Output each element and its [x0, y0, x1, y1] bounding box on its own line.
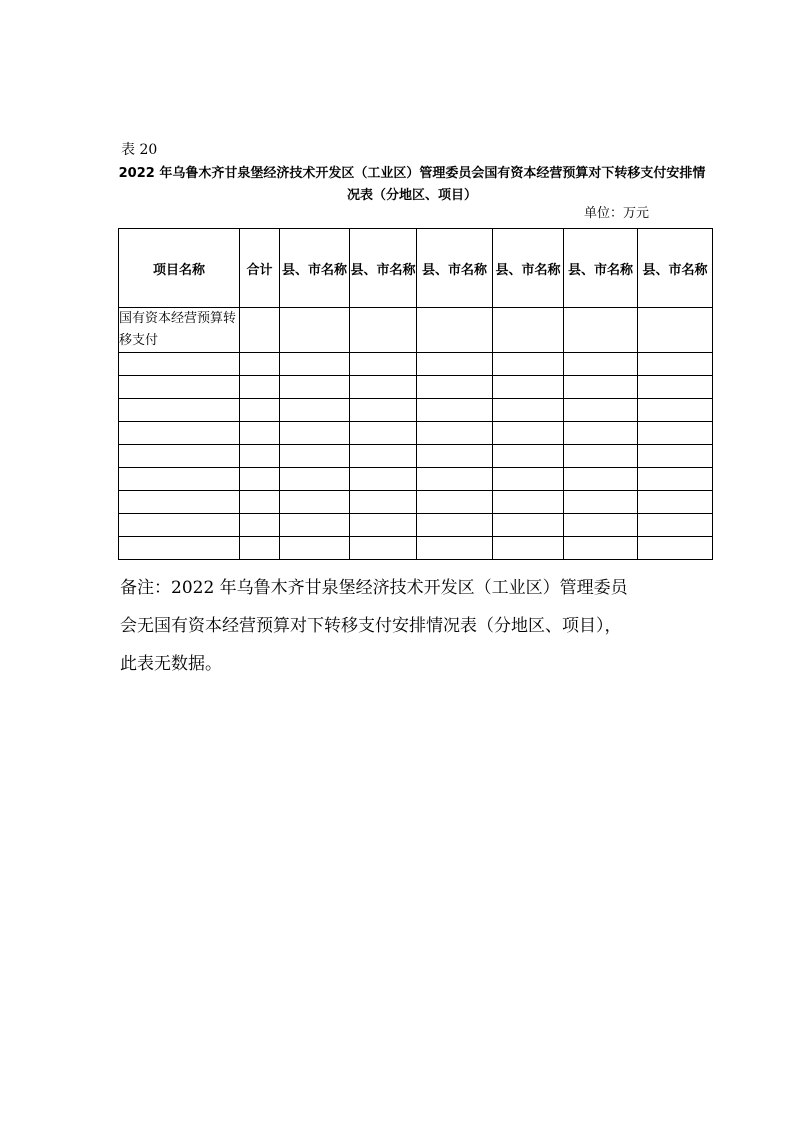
table-cell: [417, 491, 493, 514]
table-cell: [350, 399, 417, 422]
table-cell: [350, 376, 417, 399]
table-cell: [240, 491, 280, 514]
table-cell: [417, 468, 493, 491]
header-county-city-3: 县、市名称: [417, 229, 493, 308]
table-cell: [564, 353, 638, 376]
table-cell: [638, 353, 713, 376]
table-cell-item: [119, 491, 240, 514]
table-cell-item: [119, 376, 240, 399]
table-cell-item: [119, 353, 240, 376]
table-cell: [493, 445, 564, 468]
transfer-payment-table: [118, 228, 713, 560]
table-cell: [350, 445, 417, 468]
table-cell: [417, 308, 493, 353]
table-cell-item: [119, 468, 240, 491]
table-cell-item: [119, 422, 240, 445]
table-cell: [280, 445, 350, 468]
table-cell: [417, 445, 493, 468]
table-cell: [350, 468, 417, 491]
header-item-name: 项目名称: [119, 229, 240, 308]
table-cell: [240, 399, 280, 422]
table-cell: [417, 537, 493, 560]
table-cell: [564, 537, 638, 560]
table-cell: [493, 376, 564, 399]
table-cell: [638, 468, 713, 491]
table-cell: [638, 376, 713, 399]
table-row: [119, 399, 713, 422]
table-row: [119, 353, 713, 376]
table-cell: [280, 468, 350, 491]
table-cell: [240, 468, 280, 491]
table-row: [119, 422, 713, 445]
table-cell: [417, 422, 493, 445]
document-title: [110, 163, 714, 207]
title-line-1: 2022 年乌鲁木齐甘泉堡经济技术开发区（工业区）管理委员会国有资本经营预算对下转移支付安排情: [118, 166, 706, 181]
table-number: 表 20: [121, 142, 158, 158]
remarks-line-1: 备注：2022 年乌鲁木齐甘泉堡经济技术开发区（工业区）管理委员: [120, 578, 628, 598]
table-cell-item: [119, 514, 240, 537]
table-cell: [350, 308, 417, 353]
table-cell: [240, 376, 280, 399]
header-county-city-2: 县、市名称: [350, 229, 417, 308]
header-county-city-1: 县、市名称: [280, 229, 350, 308]
table-cell: [280, 514, 350, 537]
table-row: [119, 514, 713, 537]
remarks-line-2: 会无国有资本经营预算对下转移支付安排情况表（分地区、项目），: [120, 616, 622, 636]
table-cell: [493, 422, 564, 445]
table-cell: [493, 514, 564, 537]
table-cell: [240, 537, 280, 560]
table-row: [119, 468, 713, 491]
table-cell: [493, 353, 564, 376]
table-row: [119, 491, 713, 514]
table-cell: [564, 491, 638, 514]
table-cell: [240, 514, 280, 537]
remarks-line-3: 此表无数据。: [120, 654, 222, 674]
table-cell: [638, 537, 713, 560]
table-cell: [564, 445, 638, 468]
table-cell: [417, 376, 493, 399]
table-cell: [638, 308, 713, 353]
table-header-row: [119, 229, 713, 308]
table-cell: [493, 308, 564, 353]
table-cell: [280, 491, 350, 514]
table-cell: [240, 422, 280, 445]
table-cell: [350, 422, 417, 445]
table-cell: [638, 445, 713, 468]
title-line-2: 况表（分地区、项目）: [346, 188, 477, 203]
table-cell: [638, 514, 713, 537]
table-cell: [417, 353, 493, 376]
table-cell: [638, 491, 713, 514]
table-cell: [280, 376, 350, 399]
table-cell: [417, 399, 493, 422]
header-county-city-6: 县、市名称: [638, 229, 713, 308]
table-cell: [564, 468, 638, 491]
table-cell: [564, 422, 638, 445]
table-cell: [638, 422, 713, 445]
unit-label: 单位：万元: [584, 206, 650, 221]
table-row: [119, 308, 713, 353]
table-row: [119, 537, 713, 560]
table-row: [119, 376, 713, 399]
table-cell: [350, 491, 417, 514]
table-cell-item: [119, 445, 240, 468]
table-cell: [638, 399, 713, 422]
table-cell: [350, 537, 417, 560]
table-cell: [280, 308, 350, 353]
table-cell: [493, 468, 564, 491]
table-cell-item: 国有资本经营预算转移支付: [119, 308, 240, 353]
table-cell: [564, 308, 638, 353]
table-cell: [564, 514, 638, 537]
table-cell-item: [119, 537, 240, 560]
table-cell: [240, 308, 280, 353]
table-cell: [564, 376, 638, 399]
table-cell: [350, 514, 417, 537]
table-cell-item: [119, 399, 240, 422]
header-county-city-4: 县、市名称: [493, 229, 564, 308]
table-cell: [240, 353, 280, 376]
table-cell: [280, 537, 350, 560]
table-cell: [564, 399, 638, 422]
table-cell: [350, 353, 417, 376]
remarks: [120, 569, 700, 683]
table-row: [119, 445, 713, 468]
table-cell: [493, 537, 564, 560]
table-cell: [493, 399, 564, 422]
header-county-city-5: 县、市名称: [564, 229, 638, 308]
table-cell: [493, 491, 564, 514]
table-cell: [240, 445, 280, 468]
header-total: 合计: [240, 229, 280, 308]
table-cell: [280, 422, 350, 445]
table-cell: [417, 514, 493, 537]
table-cell: [280, 353, 350, 376]
table-cell: [280, 399, 350, 422]
